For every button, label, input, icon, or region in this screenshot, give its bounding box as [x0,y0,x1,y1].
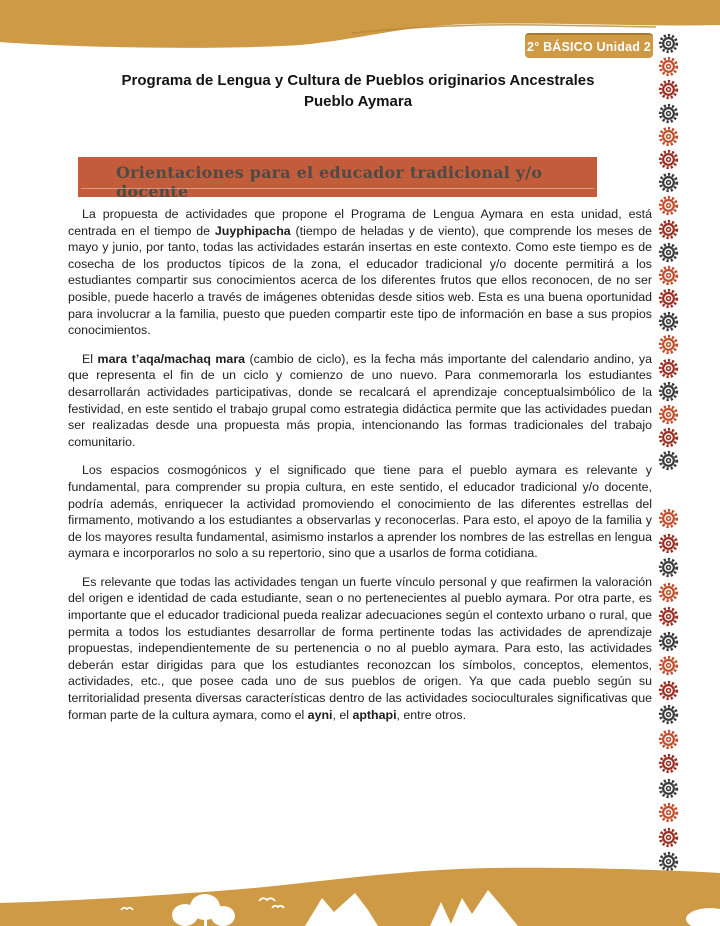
rosette-motif-icon [658,334,679,355]
rosette-motif-icon [658,704,679,725]
rosette-motif-icon [658,753,679,774]
rosette-motif-icon [658,533,679,554]
body-paragraph: Los espacios cosmogónicos y el significado que tiene para el pueblo aymara es relevante y fundamental, para comprender su propia cultura, en este sentido, el educador tradicional y/o docente, podría además, enriquecer la actividad promoviendo el conocimiento de las diferentes estrellas del firmamento, motivando a los estudiantes a observarlas y reconocerlas. Para esto, el apoyo de la familia y de los mayores resulta fundamental, asimismo instarlos a aprender los nombres de las estrellas en lengua aymara e incorporarlos no solo a su repertorio, sino que a usarlos de forma cotidiana. [68,463,652,561]
page-title [0,70,716,112]
body-paragraph: Es relevante que todas las actividades tengan un fuerte vínculo personal y que reafirmen la valoración del origen e identidad de cada estudiante, sean o no pertenecientes al pueblo aymara. Por otra parte, es importante que el educador tradicional pueda realizar adecuaciones según el contexto urbano o rural, que permita a todos los estudiantes desarrollar de forma pertinente todas las actividades de aprendizaje propuestas, independientemente de su pertenencia o no al pueblo aymara. Para esto, las actividades deberán estar dirigidas para que los estudiantes reconozcan los símbolos, conceptos, elementos, actividades, etc., que posee cada uno de sus pueblos de origen. Ya que cada pueblo según su territorialidad presenta diversas características dentro de las actividades socioculturales significativas que forman parte de la cultura aymara, como el ayni, el apthapi, entre otros. [68,574,652,722]
rosette-motif-icon [658,103,679,124]
body-paragraph: La propuesta de actividades que propone el Programa de Lengua Aymara en esta unidad, está centrada en el tiempo de Juyphipacha (tiempo de heladas y de viento), que comprende los meses de mayo y junio, por tanto, todas las actividades estarán insertas en este contexto. Como este tiempo es de cosecha de los productos típicos de la zona, el educador tradicional y/o docente permitirá a los estudiantes compartir sus conocimientos acerca de los diferentes frutos que ellos reconocen, de no ser posible, puede hacerlo a través de imágenes obtenidas desde sitios web. Esta es una buena oportunidad para involucrar a la familia, puesto que pueden compartir este tipo de información en base a sus propios conocimientos. [68,207,652,338]
rosette-motif-icon [658,729,679,750]
rosette-motif-icon [658,802,679,823]
section-banner-label: Orientaciones para el educador tradicional y/o docente [116,163,543,201]
rosette-motif-icon [658,79,679,100]
rosette-motif-icon [658,655,679,676]
rosette-motif-icon [658,56,679,77]
rosette-motif-icon [658,172,679,193]
unit-badge [525,33,653,58]
rosette-motif-icon [658,778,679,799]
bottom-wave-band [0,866,720,926]
rosette-motif-icon [658,381,679,402]
rosette-motif-icon [658,219,679,240]
rosette-motif-icon [658,33,679,54]
motif-border-column-top [658,33,679,474]
rosette-motif-icon [658,582,679,603]
section-banner [78,157,597,201]
page-title-line2: Pueblo Aymara [303,93,413,110]
page-title-line1: Programa de Lengua y Cultura de Pueblos originarios Ancestrales [121,72,595,89]
rosette-motif-icon [658,680,679,701]
rosette-motif-icon [658,265,679,286]
rosette-motif-icon [658,508,679,529]
rosette-motif-icon [658,311,679,332]
rosette-motif-icon [658,288,679,309]
rosette-motif-icon [658,358,679,379]
rosette-motif-icon [658,195,679,216]
rosette-motif-icon [658,242,679,263]
rosette-motif-icon [658,606,679,627]
rosette-motif-icon [658,450,679,471]
rosette-motif-icon [658,557,679,578]
motif-border-column-bottom [658,508,679,876]
rosette-motif-icon [658,427,679,448]
body-paragraph: El mara t’aqa/machaq mara (cambio de ciclo), es la fecha más importante del calendario andino, ya que representa el fin de un ciclo y comienzo de uno nuevo. Para conmemorarla los estudiantes desarrollarán actividades participativas, donde se recalcará el aprendizaje conceptualsimbólico de la festividad, en este sentido el trabajo grupal como estrategia didáctica permite que las actividades puedan ser realizadas desde una propuesta más propia, intencionando las formas tradicionales del trabajo comunitario. [68,351,652,449]
rosette-motif-icon [658,404,679,425]
unit-badge-label: 2° BÁSICO Unidad 2 [527,39,651,54]
rosette-motif-icon [658,149,679,170]
rosette-motif-icon [658,827,679,848]
body-text [68,206,652,735]
rosette-motif-icon [658,126,679,147]
rosette-motif-icon [658,631,679,652]
